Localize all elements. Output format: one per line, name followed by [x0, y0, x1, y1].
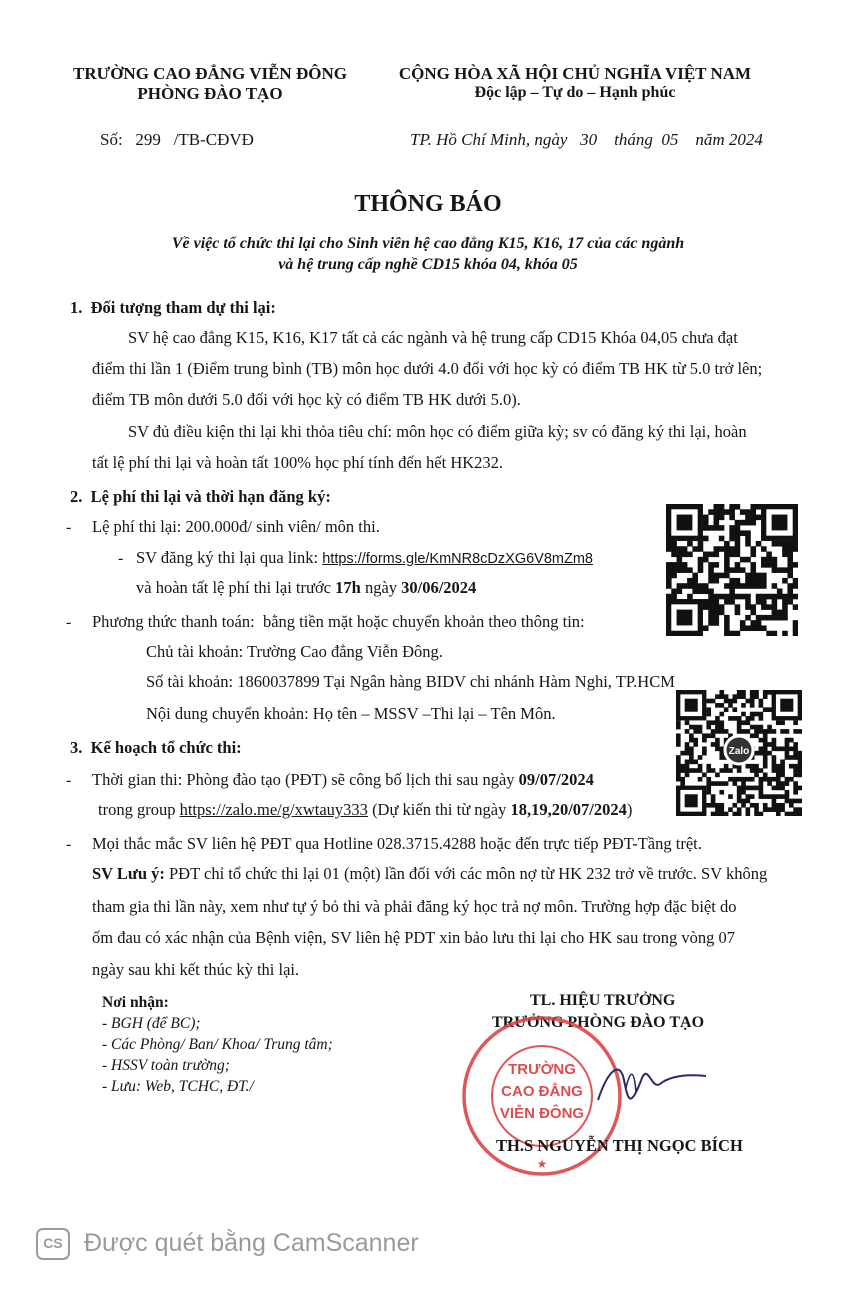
zalo-logo-text: Zalo — [728, 746, 750, 757]
page-title: THÔNG BÁO — [354, 191, 502, 217]
note-text: PĐT chỉ tổ chức thi lại 01 (một) lần đối với các môn nợ từ HK 232 trở về trước. SV không — [164, 864, 768, 883]
org-name: TRƯỜNG CAO ĐẲNG VIỄN ĐÔNG — [73, 64, 347, 83]
section-1-text: điểm thi lần 1 (Điểm trung bình (TB) môn học dưới 4.0 đối với học kỳ có điểm TB HK từ 5.0 trở lên; — [92, 359, 763, 378]
group-end: ) — [626, 800, 633, 819]
signer-name: TH.S NGUYỄN THỊ NGỌC BÍCH — [496, 1136, 743, 1155]
recipients-label: Nơi nhận: — [102, 994, 169, 1011]
note-line-1 — [92, 864, 767, 884]
deadline-line — [136, 578, 476, 598]
deadline-time: 17h — [335, 578, 361, 597]
motto: Độc lập – Tự do – Hạnh phúc — [474, 84, 676, 101]
note-line-3: ốm đau có xác nhận của Bệnh viện, SV liên hệ PDT xin bảo lưu thi lại cho HK sau trong vòng 07 — [92, 928, 736, 947]
payment-method: Phương thức thanh toán: bằng tiền mặt hoặc chuyển khoản theo thông tin: — [92, 612, 585, 631]
recipient-item: - Các Phòng/ Ban/ Khoa/ Trung tâm; — [102, 1036, 333, 1053]
note-label: SV Lưu ý: — [92, 864, 165, 883]
recipient-item: - BGH (để BC); — [102, 1015, 201, 1032]
bullet-dash: - — [66, 614, 72, 631]
fee-text: Lệ phí thi lại: 200.000đ/ sinh viên/ môn thi. — [92, 517, 380, 536]
group-mid: (Dự kiến thi từ ngày — [367, 800, 511, 819]
country-name: CỘNG HÒA XÃ HỘI CHỦ NGHĨA VIỆT NAM — [398, 64, 752, 83]
transfer-content: Nội dung chuyển khoản: Họ tên – MSSV –Thi lại – Tên Môn. — [146, 704, 556, 723]
registration-qr-code[interactable] — [666, 504, 798, 636]
camscanner-logo-text: CS — [43, 1235, 63, 1251]
register-line — [136, 548, 593, 568]
date-line: TP. Hồ Chí Minh, ngày 30 tháng 05 năm 2024 — [410, 130, 763, 149]
account-holder: Chủ tài khoản: Trường Cao đẳng Viễn Đông. — [146, 642, 443, 661]
deadline-date: 30/06/2024 — [401, 578, 477, 597]
exam-dates: 18,19,20/07/2024 — [510, 800, 627, 819]
signer-title-1: TL. HIỆU TRƯỞNG — [530, 992, 676, 1009]
bullet-dash: - — [66, 519, 72, 536]
note-line-2: tham gia thi lần này, xem như tự ý bỏ thi và phải đăng ký học trả nợ môn. Trường hợp đặc biệt do — [92, 897, 737, 916]
section-2-heading: 2. Lệ phí thi lại và thời hạn đăng ký: — [70, 487, 331, 506]
group-prefix: trong group — [98, 800, 180, 819]
deadline-mid: ngày — [360, 578, 402, 597]
bullet-dash: - — [66, 772, 72, 789]
signer-title-2: TRƯỞNG PHÒNG ĐÀO TẠO — [492, 1014, 705, 1031]
account-number: Số tài khoản: 1860037899 Tại Ngân hàng BIDV chi nhánh Hàm Nghi, TP.HCM — [146, 672, 675, 691]
svg-text:TRƯỜNG: TRƯỜNG — [508, 1061, 576, 1078]
zalo-group-link[interactable]: https://zalo.me/g/xwtauy333 — [179, 800, 368, 819]
group-line — [98, 800, 632, 820]
deadline-prefix: và hoàn tất lệ phí thi lại trước — [136, 578, 336, 597]
note-line-4: ngày sau khi kết thúc kỳ thi lại. — [92, 960, 300, 979]
register-prefix: SV đăng ký thi lại qua link: — [136, 548, 323, 567]
subtitle-line-1: Về việc tổ chức thi lại cho Sinh viên hệ cao đẳng K15, K16, 17 của các ngành — [171, 235, 685, 252]
bullet-dash: - — [118, 550, 124, 567]
svg-text:★: ★ — [536, 1157, 548, 1171]
section-3-heading: 3. Kế hoạch tổ chức thi: — [70, 738, 242, 757]
doc-number: Số: 299 /TB-CĐVĐ — [100, 130, 254, 149]
svg-text:VIỄN ĐÔNG: VIỄN ĐÔNG — [499, 1105, 585, 1122]
bullet-dash: - — [66, 836, 72, 853]
schedule-prefix: Thời gian thi: Phòng đào tạo (PĐT) sẽ công bố lịch thi sau ngày — [92, 770, 519, 789]
svg-text:CAO ĐẲNG: CAO ĐẲNG — [501, 1083, 583, 1100]
section-1-text: điểm TB môn dưới 5.0 đối với học kỳ có điểm TB HK dưới 5.0). — [92, 390, 521, 409]
section-1-heading: 1. Đối tượng tham dự thi lại: — [70, 298, 276, 317]
org-department: PHÒNG ĐÀO TẠO — [137, 84, 283, 103]
contact-info: Mọi thắc mắc SV liên hệ PĐT qua Hotline 028.3715.4288 hoặc đến trực tiếp PĐT-Tầng trệt. — [92, 834, 702, 853]
registration-link[interactable]: https://forms.gle/KmNR8cDzXG6V8mZm8 — [322, 551, 593, 567]
handwritten-signature — [590, 1040, 710, 1120]
recipient-item: - HSSV toàn trường; — [102, 1057, 230, 1074]
schedule-line — [92, 770, 594, 790]
section-1-text: SV hệ cao đẳng K15, K16, K17 tất cả các ngành và hệ trung cấp CD15 Khóa 04,05 chưa đạt — [128, 328, 738, 347]
section-1-text: tất lệ phí thi lại và hoàn tất 100% học phí tính đến hết HK232. — [92, 453, 504, 472]
schedule-date: 09/07/2024 — [518, 770, 594, 789]
camscanner-watermark: Được quét bằng CamScanner — [84, 1229, 419, 1257]
camscanner-logo — [36, 1228, 70, 1260]
section-1-text: SV đủ điều kiện thi lại khi thỏa tiêu chí: môn học có điểm giữa kỳ; sv có đăng ký thi lại, hoàn — [128, 422, 747, 441]
zalo-qr-code[interactable] — [676, 690, 802, 816]
recipient-item: - Lưu: Web, TCHC, ĐT./ — [102, 1078, 254, 1095]
subtitle-line-2: và hệ trung cấp nghề CD15 khóa 04, khóa 05 — [278, 256, 578, 273]
